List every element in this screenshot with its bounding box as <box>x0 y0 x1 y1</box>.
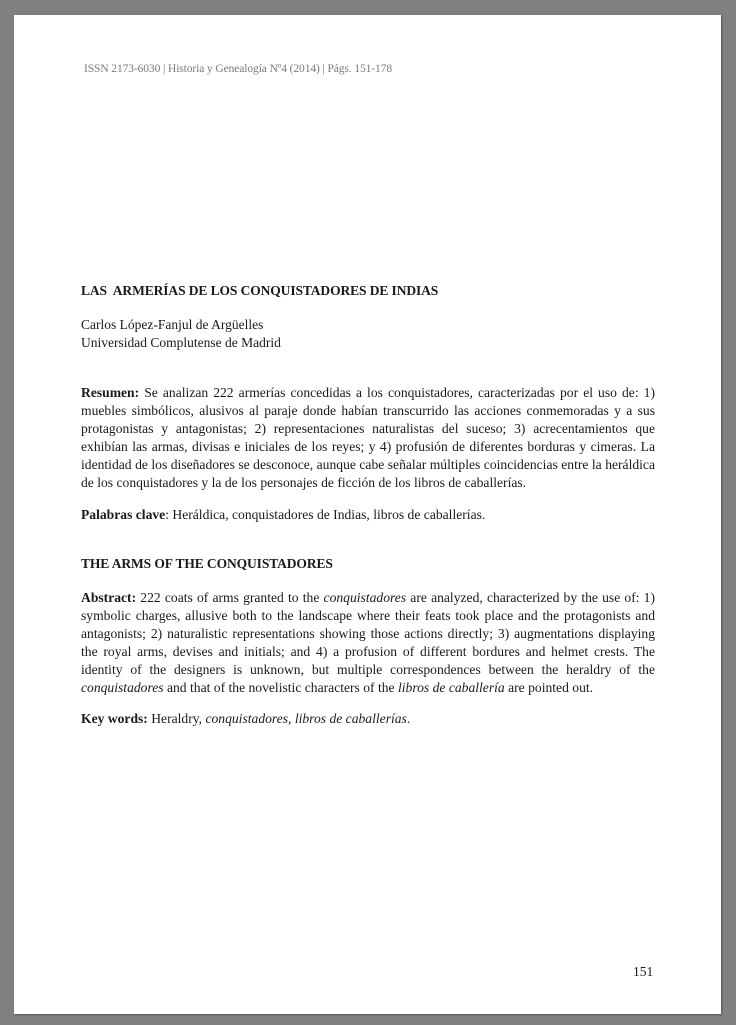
abstract-paragraph <box>81 589 655 697</box>
abstract-text: and that of the novelistic characters of the <box>163 680 398 695</box>
resumen-label: Resumen: <box>81 385 140 400</box>
key-words-italic-term: libros de caballerías <box>294 711 407 726</box>
abstract-text: are analyzed, characterized by the use of: 1) symbolic charges, allusive both to the landscape where their feats took place and the protagonists and antagonists; 2) naturalistic representations showing those actions directly; 3) augmentations displaying the royal arms, devises and initials; and 4) a profusion of different bordures and helmet crests. The identity of the designers is unknown, but multiple correspondences between the heraldry of the <box>81 590 655 677</box>
author-affiliation: Universidad Complutense de Madrid <box>81 335 281 350</box>
palabras-clave-paragraph <box>81 506 655 524</box>
document-page <box>14 15 721 1014</box>
author-name: Carlos López-Fanjul de Argüelles <box>81 317 264 332</box>
key-words-label: Key words: <box>81 711 148 726</box>
abstract-italic-term: conquistadores <box>81 680 164 695</box>
article-title-english: THE ARMS OF THE CONQUISTADORES <box>81 556 333 571</box>
resumen-text: Se analizan 222 armerías concedidas a los conquistadores, caracterizadas por el uso de: 1) muebles simbólicos, alusivos al paraje donde habían transcurrido las acciones conmemoradas y a sus protagonistas y antagonistas; 2) representaciones naturalistas del suceso; 3) acrecentamientos que exhibían las armas, divisas e iniciales de los reyes; y 4) profusión de diferentes borduras y cimeras. La identidad de los diseñadores se desconoce, aunque cabe señalar múltiples coincidencias entre la heráldica de los conquistadores y la de los personajes de ficción de los libros de caballerías. <box>81 385 655 490</box>
key-words-italic-term: conquistadores <box>205 711 289 726</box>
abstract-italic-term: conquistadores <box>323 590 407 605</box>
key-words-text: . <box>406 711 411 726</box>
key-words-text: Heraldry, <box>147 711 206 726</box>
resumen-paragraph <box>81 384 655 492</box>
palabras-clave-text: : Heráldica, conquistadores de Indias, libros de caballerías. <box>165 507 486 522</box>
abstract-text: are pointed out. <box>504 680 594 695</box>
key-words-paragraph <box>81 710 655 728</box>
abstract-label: Abstract: <box>81 590 137 605</box>
article-title-spanish: LAS ARMERÍAS DE LOS CONQUISTADORES DE INDIAS <box>81 283 439 298</box>
abstract-text: 222 coats of arms granted to the <box>136 590 324 605</box>
running-header: ISSN 2173-6030 | Historia y Genealogía Nº4 (2014) | Págs. 151-178 <box>84 63 392 75</box>
page-number: 151 <box>633 964 654 979</box>
palabras-clave-label: Palabras clave <box>81 507 166 522</box>
key-words-text: , <box>288 711 295 726</box>
abstract-italic-term: libros de caballería <box>397 680 505 695</box>
